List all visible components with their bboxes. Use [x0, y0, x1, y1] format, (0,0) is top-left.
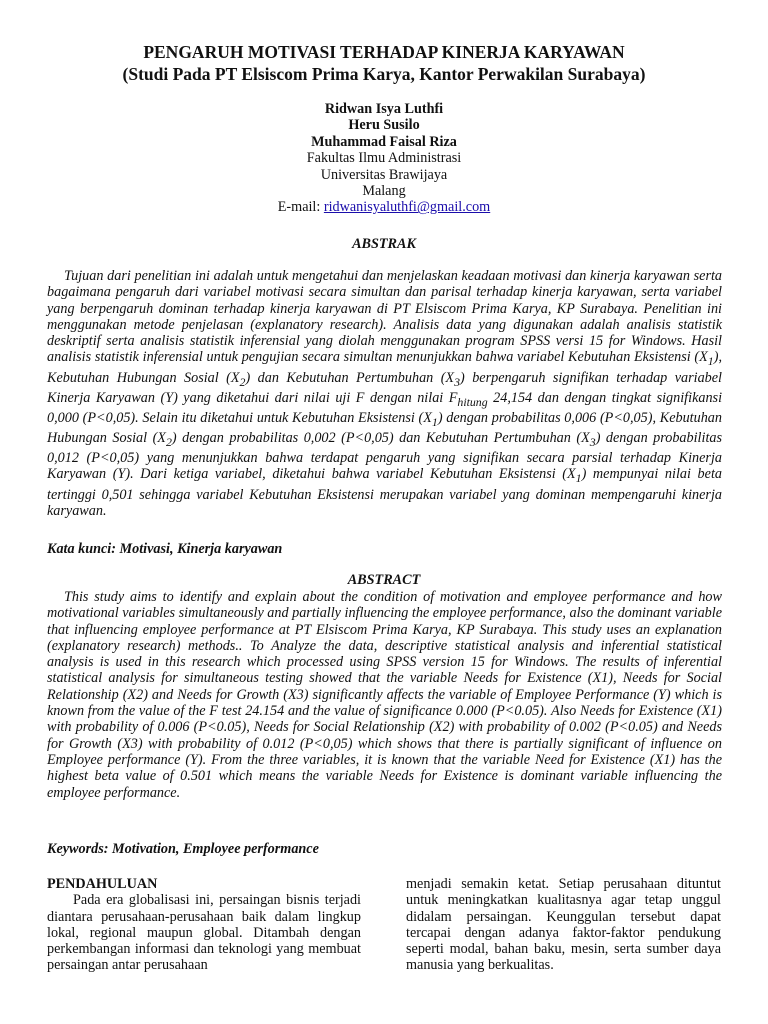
subscript: 2 [239, 374, 246, 389]
abstrak-text: ) dengan probabilitas 0,002 (P<0,05) dan Kebutuhan Pertumbuhan (X [171, 429, 590, 446]
subscript: 1 [575, 471, 582, 486]
paper-title: PENGARUH MOTIVASI TERHADAP KINERJA KARYAWAN [143, 42, 625, 62]
subscript: 3 [589, 434, 596, 449]
abstrak-heading: ABSTRAK [352, 236, 416, 252]
subscript: 2 [165, 434, 172, 449]
abstrak-text: 24,154 dan dengan tingkat signifikansi 0,000 (P<0,05). Selain itu diketahui untuk Kebutuhan Eksistensi (X [47, 389, 723, 426]
subscript: 1 [707, 354, 714, 369]
abstrak-text: ) dengan probabilitas 0,006 (P<0,05), Kebutuhan Hubungan Sosial (X [47, 409, 722, 446]
intro-left-column [47, 876, 361, 974]
subscript: hitung [457, 394, 488, 409]
affiliation-line: Fakultas Ilmu Administrasi [306, 150, 462, 167]
abstrak-text: ) berpengaruh signifikan terhadap variabel Kinerja Karyawan (Y) yang diketahui dari nilai uji F dengan nilai F [47, 369, 722, 406]
abstrak-text: ) dan Kebutuhan Pertumbuhan (X [245, 369, 455, 386]
email-line [0, 199, 768, 215]
kata-kunci: Kata kunci: Motivasi, Kinerja karyawan [47, 541, 283, 557]
author-name: Muhammad Faisal Riza [311, 133, 457, 150]
intro-right-column: menjadi semakin ketat. Setiap perusahaan dituntut untuk meningkatkan kualitasnya agar tetap unggul didalam persaingan. Keunggulan tersebut dapat tercapai dengan adanya faktor-faktor pendukung seperti modal, bahan baku, mesin, serta sumber daya manusia yang berkualitas. [406, 876, 721, 974]
affiliation-line: Universitas Brawijaya [320, 166, 448, 183]
paper-subtitle: (Studi Pada PT Elsiscom Prima Karya, Kantor Perwakilan Surabaya) [122, 64, 646, 84]
abstrak-text: ) dengan probabilitas 0,012 (P<0,05) yang menunjukkan bahwa terdapat pengaruh yang signifikan secara parsial terhadap Kinerja Karyawan (Y). Dari ketiga variabel, diketahui bahwa variabel Kebutuhan Eksistensi (X [47, 429, 723, 483]
author-block [0, 101, 768, 216]
subscript: 3 [454, 374, 461, 389]
keywords: Keywords: Motivation, Employee performance [47, 841, 319, 857]
abstrak-body [47, 268, 722, 519]
abstrak-text: Tujuan dari penelitian ini adalah untuk mengetahui dan menjelaskan keadaan motivasi dan kinerja karyawan serta bagaimana pengaruh dari variabel motivasi secara simultan dan parisal terhadap kinerja karyawan, serta variabel yang berpengaruh dominan terhadap kinerja karyawan di PT Elsiscom Prima Karya, KP Surabaya. Penelitian ini menggunakan metode penjelasan (explanatory research). Analisis data yang digunakan adalah analisis statistik deskriptif serta analisis statistik inferensial yang diolah menggunakan program SPSS versi 15 for Windows. Hasil analisis statistik inferensial untuk pengujian secara simultan menunjukkan bahwa variabel Kebutuhan Eksistensi (X [47, 268, 722, 366]
abstract-body: This study aims to identify and explain about the condition of motivation and employee performance and how motivational variables simultaneously and partially influencing the employee performance, also the dominant variable that influencing employee performance at PT Elsiscom Prima Karya, KP Surabaya. This study uses an explanation (explanatory research) methods.. To Analyze the data, descriptive statistical analysis and inferential statistical analysis is used in this research which processed using SPSS version 15 for Windows. The results of inferential statistical analysis for simultaneous testing showed that the variable Needs for Existence (X1), Needs for Social Relationship (X2) and Needs for Growth (X3) significantly affects the variable of Employee Performance (Y) which is known from the value of the F test 24.154 and the value of significance 0.000 (P<0.05). Also Needs for Existence (X1) with probability of 0.006 (P<0.05), Needs for Social Relationship (X2) with probability of 0.002 (P<0.05) and Needs for Growth (X3) with probability of 0.012 (P<0,05) which shows that there is partially significant of influence on Employee performance (Y). From the three variables, it is known that the variable Need for Existence (X1) has the highest beta value of 0.501 which means the variable Needs for Existence is dominant variable influencing the employee performance. [47, 589, 722, 801]
abstract-heading: ABSTRACT [347, 572, 421, 588]
author-name: Heru Susilo [348, 117, 420, 134]
abstrak-text: ), Kebutuhan Hubungan Sosial (X [47, 349, 722, 386]
subscript: 1 [431, 414, 438, 429]
author-name: Ridwan Isya Luthfi [324, 101, 444, 117]
abstrak-text: ) mempunyai nilai beta tertinggi 0,501 sehingga variabel Kebutuhan Eksistensi merupakan variabel yang dominan mempengaruhi kinerja karyawan. [47, 466, 722, 519]
intro-text-left: Pada era globalisasi ini, persaingan bisnis terjadi diantara perusahaan-perusahaan baik dalam lingkup lokal, regional maupun global. Ditambah dengan perkembangan informasi dan teknologi yang membuat persaingan antar perusahaan [47, 892, 361, 974]
affiliation-line: Malang [362, 183, 406, 200]
email-link[interactable]: ridwanisyaluthfi@gmail.com [323, 199, 491, 216]
email-label: E-mail: [277, 199, 324, 216]
section-heading: PENDAHULUAN [47, 876, 158, 892]
